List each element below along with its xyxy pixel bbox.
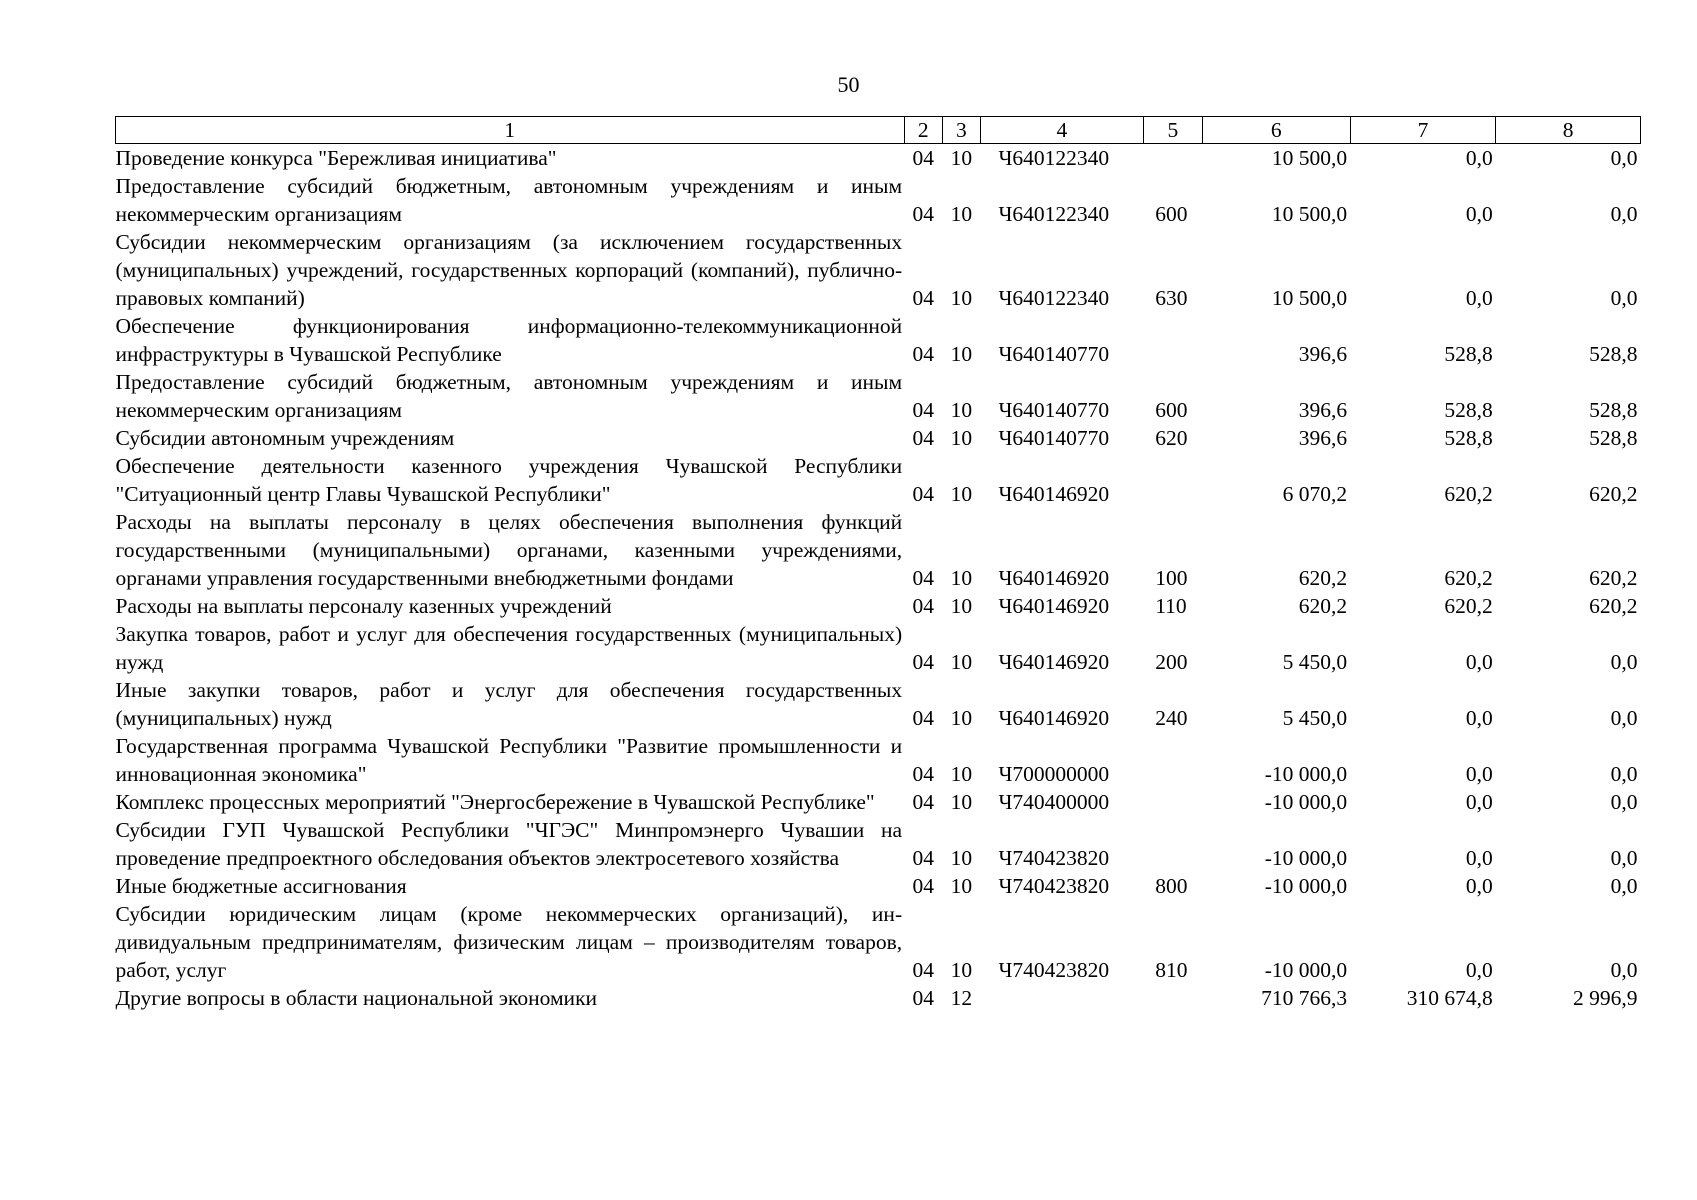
amount-col-8: 0,0	[1610, 146, 1638, 170]
amount-col-6: -10 000,0	[1264, 958, 1348, 982]
row-name: Расходы на выплаты персоналу в целях обеспечения выполнения функций государственными (муниципальными) органами, казенными учреждениями, органами управления государственными внебюджетными фондами	[115, 510, 903, 590]
amount-col-8: 0,0	[1610, 874, 1638, 898]
subsection-code: 10	[950, 202, 973, 226]
expense-type-code: 620	[1155, 426, 1188, 450]
row-name: Проведение конкурса "Бережливая инициатива"	[115, 146, 557, 170]
table-row	[116, 676, 1641, 732]
amount-col-8: 0,0	[1610, 706, 1638, 730]
table-row	[116, 788, 1641, 816]
amount-col-6: 620,2	[1298, 566, 1348, 590]
section-code: 04	[912, 398, 934, 422]
section-code: 04	[912, 286, 934, 310]
target-article-code: Ч640146920	[998, 650, 1110, 674]
amount-col-7: 528,8	[1444, 398, 1493, 422]
expense-type-code	[1143, 144, 1202, 173]
amount-col-7: 528,8	[1444, 342, 1493, 366]
expense-type-code	[1143, 816, 1202, 872]
amount-col-8: 620,2	[1589, 482, 1638, 506]
amount-col-8: 528,8	[1589, 342, 1638, 366]
amount-col-8: 528,8	[1589, 426, 1638, 450]
target-article-code: Ч640122340	[998, 202, 1110, 226]
expense-type-code: 100	[1155, 566, 1188, 590]
row-name: Иные закупки товаров, работ и услуг для обеспечения государственных (муниципальных) нужд	[115, 678, 903, 730]
column-header: 2	[904, 117, 942, 144]
table-row	[116, 452, 1641, 508]
section-code: 04	[912, 342, 934, 366]
section-code: 04	[912, 482, 934, 506]
amount-col-8: 0,0	[1610, 790, 1638, 814]
expense-type-code: 800	[1155, 874, 1188, 898]
amount-col-7: 0,0	[1465, 286, 1493, 310]
amount-col-8: 620,2	[1589, 594, 1638, 618]
section-code: 04	[912, 202, 934, 226]
row-name: Субсидии автономным учреждениям	[115, 426, 455, 450]
amount-col-7: 620,2	[1444, 482, 1493, 506]
amount-col-8: 0,0	[1610, 958, 1638, 982]
amount-col-8: 620,2	[1589, 566, 1638, 590]
section-code: 04	[912, 650, 934, 674]
column-header: 8	[1496, 117, 1641, 144]
expense-type-code	[1143, 452, 1202, 508]
subsection-code: 10	[950, 874, 973, 898]
expense-type-code: 110	[1155, 594, 1187, 618]
amount-col-8: 0,0	[1610, 762, 1638, 786]
section-code: 04	[912, 146, 934, 170]
amount-col-7: 0,0	[1465, 958, 1493, 982]
amount-col-8: 0,0	[1610, 650, 1638, 674]
amount-col-6: 10 500,0	[1271, 146, 1348, 170]
row-name: Предоставление субсидий бюджетным, автономным учреждениям и иным некоммерческим организациям	[115, 174, 903, 226]
table-row	[116, 816, 1641, 872]
amount-col-6: -10 000,0	[1264, 762, 1348, 786]
expense-type-code: 630	[1155, 286, 1188, 310]
target-article-code: Ч740423820	[998, 846, 1110, 870]
expense-type-code	[1143, 732, 1202, 788]
amount-col-6: 10 500,0	[1271, 286, 1348, 310]
row-name: Субсидии ГУП Чувашской Республики "ЧГЭС" Минпромэнерго Чувашии на проведение предпроектного обследования объектов электросетевого хозяйства	[115, 818, 903, 870]
amount-col-7: 310 674,8	[1406, 986, 1493, 1010]
row-name: Иные бюджетные ассигнования	[115, 874, 407, 898]
target-article-code: Ч740423820	[998, 958, 1110, 982]
row-name: Комплекс процессных мероприятий "Энергосбережение в Чувашской Республике"	[115, 790, 875, 814]
section-code: 04	[912, 594, 934, 618]
target-article-code: Ч640146920	[998, 566, 1110, 590]
row-name: Государственная программа Чувашской Республики "Развитие промышленности и инновационная экономика"	[115, 734, 903, 786]
amount-col-6: 6 070,2	[1282, 482, 1348, 506]
table-row	[116, 508, 1641, 592]
expense-type-code: 240	[1155, 706, 1188, 730]
table-row	[116, 900, 1641, 984]
table-row	[116, 368, 1641, 424]
table-row	[116, 872, 1641, 900]
target-article-code	[980, 984, 1143, 1012]
row-name: Другие вопросы в области национальной экономики	[115, 986, 598, 1010]
expense-type-code	[1143, 984, 1202, 1012]
expense-type-code	[1143, 788, 1202, 816]
target-article-code: Ч740400000	[998, 790, 1110, 814]
subsection-code: 10	[950, 762, 973, 786]
amount-col-7: 0,0	[1465, 874, 1493, 898]
budget-table	[115, 116, 1641, 1012]
expense-type-code: 200	[1155, 650, 1188, 674]
table-row	[116, 620, 1641, 676]
page-number: 50	[837, 72, 860, 97]
target-article-code: Ч700000000	[998, 762, 1110, 786]
row-name: Расходы на выплаты персоналу казенных учреждений	[115, 594, 612, 618]
expense-type-code: 600	[1155, 398, 1188, 422]
amount-col-6: 396,6	[1298, 398, 1348, 422]
row-name: Предоставление субсидий бюджетным, автономным учреждениям и иным некоммерческим организациям	[115, 370, 903, 422]
table-row	[116, 228, 1641, 312]
section-code: 04	[912, 762, 934, 786]
amount-col-6: -10 000,0	[1264, 846, 1348, 870]
amount-col-6: 710 766,3	[1261, 986, 1348, 1010]
amount-col-7: 620,2	[1444, 566, 1493, 590]
amount-col-6: 5 450,0	[1282, 650, 1348, 674]
target-article-code: Ч640122340	[998, 286, 1110, 310]
section-code: 04	[912, 846, 934, 870]
section-code: 04	[912, 958, 934, 982]
table-body	[116, 144, 1641, 1013]
target-article-code: Ч640140770	[998, 426, 1110, 450]
subsection-code: 10	[950, 398, 973, 422]
amount-col-6: 396,6	[1298, 426, 1348, 450]
subsection-code: 10	[950, 650, 973, 674]
subsection-code: 10	[950, 146, 973, 170]
amount-col-8: 0,0	[1610, 846, 1638, 870]
amount-col-8: 528,8	[1589, 398, 1638, 422]
subsection-code: 10	[950, 790, 973, 814]
section-code: 04	[912, 874, 934, 898]
amount-col-6: 10 500,0	[1271, 202, 1348, 226]
amount-col-8: 0,0	[1610, 286, 1638, 310]
table-row	[116, 424, 1641, 452]
amount-col-6: -10 000,0	[1264, 790, 1348, 814]
section-code: 04	[912, 986, 934, 1010]
amount-col-8: 0,0	[1610, 202, 1638, 226]
amount-col-7: 0,0	[1465, 146, 1493, 170]
target-article-code: Ч640146920	[998, 706, 1110, 730]
column-header: 1	[116, 117, 905, 144]
row-name: Обеспечение функционирования информационно-телекоммуникационной инфраструктуры в Чувашской Республике	[115, 314, 903, 366]
table-row	[116, 144, 1641, 173]
table-row	[116, 732, 1641, 788]
subsection-code: 10	[950, 426, 973, 450]
target-article-code: Ч640140770	[998, 398, 1110, 422]
column-header: 7	[1350, 117, 1496, 144]
column-header: 4	[980, 117, 1143, 144]
subsection-code: 10	[950, 594, 973, 618]
amount-col-7: 0,0	[1465, 650, 1493, 674]
table-row	[116, 172, 1641, 228]
expense-type-code: 810	[1155, 958, 1188, 982]
table-row	[116, 984, 1641, 1012]
amount-col-7: 0,0	[1465, 202, 1493, 226]
subsection-code: 10	[950, 342, 973, 366]
column-header: 6	[1202, 117, 1350, 144]
expense-type-code	[1143, 312, 1202, 368]
section-code: 04	[912, 790, 934, 814]
subsection-code: 10	[950, 706, 973, 730]
amount-col-7: 0,0	[1465, 790, 1493, 814]
amount-col-6: 396,6	[1298, 342, 1348, 366]
target-article-code: Ч640146920	[998, 482, 1110, 506]
section-code: 04	[912, 426, 934, 450]
amount-col-7: 620,2	[1444, 594, 1493, 618]
expense-type-code: 600	[1155, 202, 1188, 226]
amount-col-7: 0,0	[1465, 846, 1493, 870]
subsection-code: 10	[950, 958, 973, 982]
target-article-code: Ч640122340	[998, 146, 1110, 170]
amount-col-6: -10 000,0	[1264, 874, 1348, 898]
row-name: Закупка товаров, работ и услуг для обеспечения государственных (муниципальных) нужд	[115, 622, 903, 674]
table-row	[116, 592, 1641, 620]
amount-col-6: 620,2	[1298, 594, 1348, 618]
subsection-code: 12	[950, 986, 973, 1010]
amount-col-7: 0,0	[1465, 706, 1493, 730]
target-article-code: Ч640146920	[998, 594, 1110, 618]
amount-col-8: 2 996,9	[1573, 986, 1638, 1010]
subsection-code: 10	[950, 286, 973, 310]
subsection-code: 10	[950, 566, 973, 590]
subsection-code: 10	[950, 482, 973, 506]
row-name: Обеспечение деятельности казенного учреждения Чувашской Республики "Ситуационный центр Главы Чувашской Республики"	[115, 454, 903, 506]
subsection-code: 10	[950, 846, 973, 870]
row-name: Субсидии юридическим лицам (кроме некоммерческих организаций), индивидуальным предпринимателям, физическим лицам – производителям товаров, работ, услуг	[115, 902, 903, 982]
target-article-code: Ч640140770	[998, 342, 1110, 366]
table-header-row	[116, 117, 1641, 144]
amount-col-7: 0,0	[1465, 762, 1493, 786]
section-code: 04	[912, 706, 934, 730]
target-article-code: Ч740423820	[998, 874, 1110, 898]
amount-col-6: 5 450,0	[1282, 706, 1348, 730]
table-row	[116, 312, 1641, 368]
column-header: 5	[1143, 117, 1202, 144]
amount-col-7: 528,8	[1444, 426, 1493, 450]
column-header: 3	[942, 117, 980, 144]
section-code: 04	[912, 566, 934, 590]
row-name: Субсидии некоммерческим организациям (за исключением государственных (муниципальных) учреждений, государственных корпораций (компаний), публично-правовых компаний)	[115, 230, 903, 310]
